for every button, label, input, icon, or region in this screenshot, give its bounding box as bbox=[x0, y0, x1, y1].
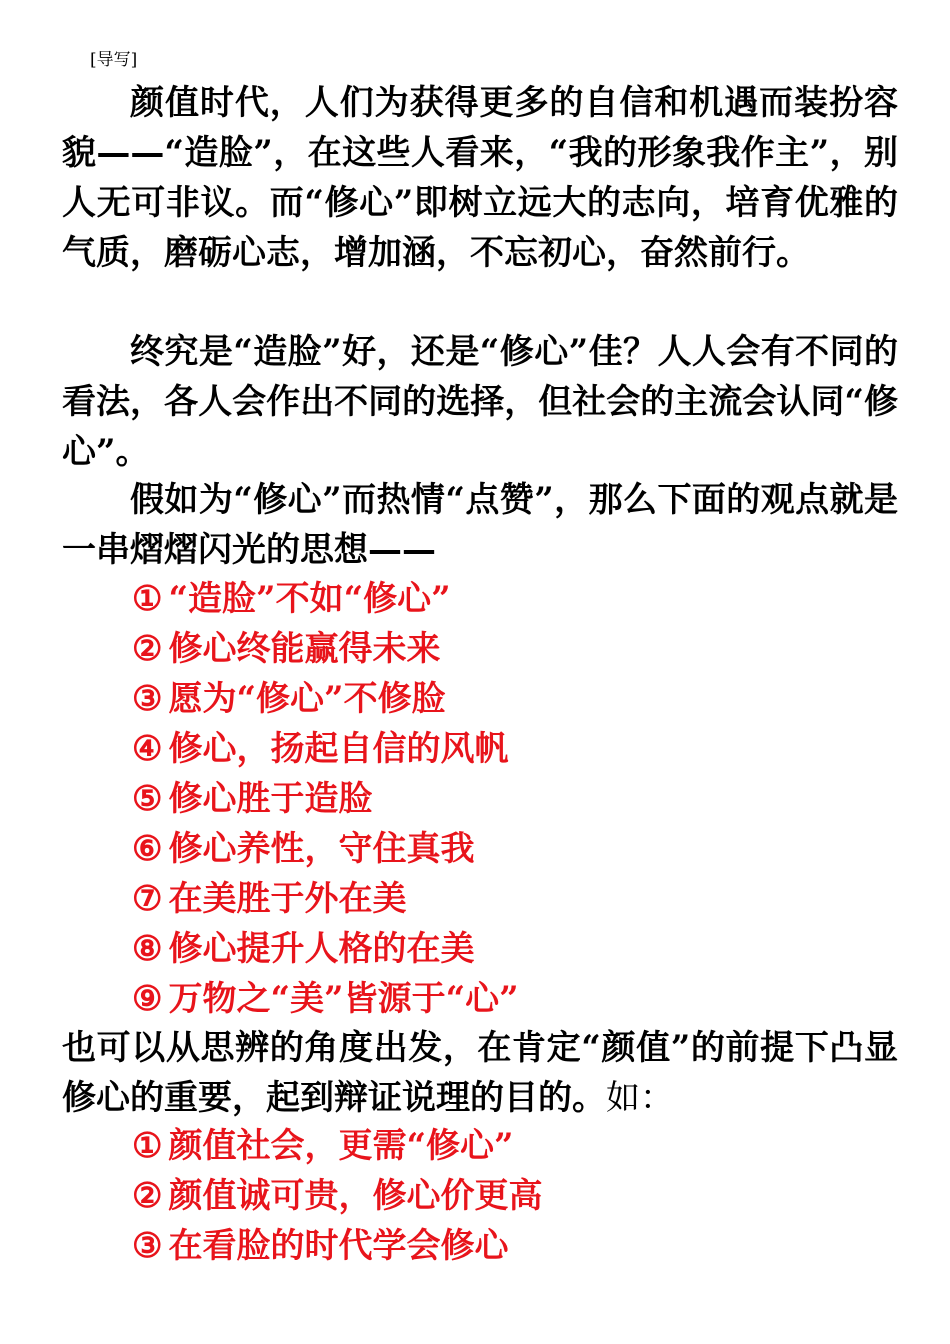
item-number: ② bbox=[132, 629, 163, 669]
item-number: ① bbox=[132, 579, 163, 619]
item-number: ⑨ bbox=[132, 979, 163, 1019]
item-number: ⑤ bbox=[132, 779, 163, 819]
dialectic-paragraph bbox=[62, 1023, 898, 1123]
viewpoint-item bbox=[132, 674, 519, 724]
question-paragraph: 终究是“造脸”好，还是“修心”佳？人人会有不同的看法，各人会作出不同的选择，但社会的主流会认同“修心”。 bbox=[62, 332, 898, 472]
viewpoint-item bbox=[132, 924, 519, 974]
item-number: ⑧ bbox=[132, 929, 163, 969]
item-number: ③ bbox=[132, 679, 163, 719]
item-text: 颜值诚可贵，修心价更高 bbox=[168, 1176, 543, 1216]
item-text: 万物之“美”皆源于“心” bbox=[168, 979, 519, 1019]
dialectic-tail: 如： bbox=[606, 1078, 674, 1118]
viewpoint-item bbox=[132, 824, 519, 874]
dialectic-item bbox=[132, 1121, 542, 1171]
item-text: 修心提升人格的在美 bbox=[168, 929, 475, 969]
item-number: ② bbox=[132, 1176, 163, 1216]
viewpoint-item bbox=[132, 624, 519, 674]
section-tag: [导写] bbox=[90, 50, 138, 70]
item-text: 在美胜于外在美 bbox=[168, 879, 407, 919]
item-text: 修心，扬起自信的风帆 bbox=[168, 729, 509, 769]
viewpoint-item bbox=[132, 774, 519, 824]
viewpoint-list bbox=[132, 574, 519, 1024]
item-text: 修心养性，守住真我 bbox=[168, 829, 475, 869]
item-number: ③ bbox=[132, 1226, 163, 1266]
dialectic-list bbox=[132, 1121, 542, 1271]
item-text: “造脸”不如“修心” bbox=[168, 579, 451, 619]
viewpoint-item bbox=[132, 874, 519, 924]
intro-paragraph: 颜值时代，人们为获得更多的自信和机遇而装扮容貌——“造脸”，在这些人看来，“我的形象我作主”，别人无可非议。而“修心”即树立远大的志向，培育优雅的气质，磨砺心志，增加涵，不忘初心，奋然前行。 bbox=[62, 83, 898, 273]
item-text: 愿为“修心”不修脸 bbox=[168, 679, 446, 719]
item-text: 在看脸的时代学会修心 bbox=[168, 1226, 509, 1266]
dialectic-item bbox=[132, 1221, 542, 1271]
lead-in-paragraph: 假如为“修心”而热情“点赞”，那么下面的观点就是一串熠熠闪光的思想—— bbox=[62, 480, 898, 570]
item-text: 修心胜于造脸 bbox=[168, 779, 373, 819]
viewpoint-item bbox=[132, 574, 519, 624]
item-number: ① bbox=[132, 1126, 163, 1166]
item-text: 修心终能赢得未来 bbox=[168, 629, 441, 669]
item-number: ⑥ bbox=[132, 829, 163, 869]
item-number: ⑦ bbox=[132, 879, 163, 919]
item-number: ④ bbox=[132, 729, 163, 769]
viewpoint-item bbox=[132, 724, 519, 774]
item-text: 颜值社会，更需“修心” bbox=[168, 1126, 514, 1166]
dialectic-text: 也可以从思辨的角度出发，在肯定“颜值”的前提下凸显修心的重要，起到辩证说理的目的。 bbox=[62, 1028, 898, 1118]
viewpoint-item bbox=[132, 974, 519, 1024]
dialectic-item bbox=[132, 1171, 542, 1221]
